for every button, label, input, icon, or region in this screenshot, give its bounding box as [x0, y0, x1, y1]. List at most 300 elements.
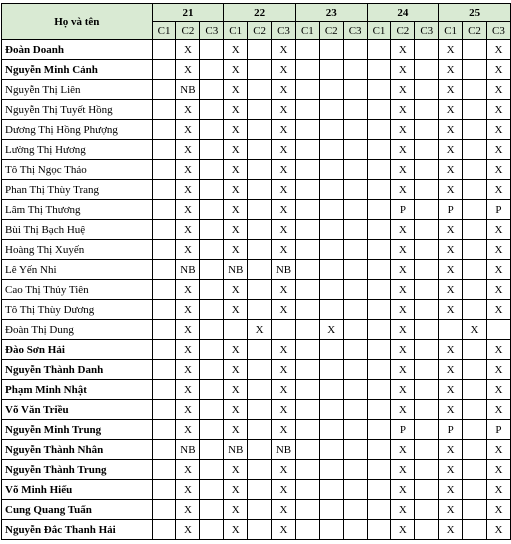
shift-mark-cell [343, 260, 367, 280]
shift-mark-cell [367, 400, 391, 420]
shift-mark-cell: X [391, 400, 415, 420]
shift-mark-cell [248, 160, 272, 180]
shift-mark-cell: X [176, 240, 200, 260]
shift-mark-cell [415, 120, 439, 140]
shift-mark-cell [463, 360, 487, 380]
shift-mark-cell [319, 100, 343, 120]
shift-mark-cell [295, 380, 319, 400]
shift-mark-cell: P [391, 200, 415, 220]
shift-mark-cell [463, 480, 487, 500]
shift-mark-cell: X [439, 500, 463, 520]
shift-mark-cell: X [272, 120, 296, 140]
shift-mark-cell: X [486, 520, 510, 540]
shift-mark-cell [200, 480, 224, 500]
shift-mark-cell [295, 160, 319, 180]
shift-mark-cell: X [391, 40, 415, 60]
shift-header-c1: C1 [439, 22, 463, 40]
shift-mark-cell: X [176, 100, 200, 120]
shift-mark-cell [152, 400, 176, 420]
employee-name: Bùi Thị Bạch Huệ [2, 220, 153, 240]
shift-header-c3: C3 [486, 22, 510, 40]
shift-mark-cell: P [391, 420, 415, 440]
shift-mark-cell: X [224, 280, 248, 300]
table-row [2, 500, 511, 520]
employee-name: Nguyễn Thành Nhân [2, 440, 153, 460]
shift-mark-cell: NB [272, 440, 296, 460]
shift-mark-cell: X [486, 240, 510, 260]
shift-mark-cell: X [391, 320, 415, 340]
employee-name: Lâm Thị Thương [2, 200, 153, 220]
shift-mark-cell [248, 400, 272, 420]
shift-mark-cell [295, 220, 319, 240]
shift-mark-cell: X [486, 440, 510, 460]
shift-mark-cell: X [224, 140, 248, 160]
shift-mark-cell [343, 240, 367, 260]
shift-mark-cell [463, 100, 487, 120]
table-row [2, 400, 511, 420]
shift-mark-cell [463, 120, 487, 140]
shift-mark-cell: X [486, 40, 510, 60]
shift-mark-cell: X [439, 180, 463, 200]
shift-mark-cell [295, 40, 319, 60]
shift-mark-cell [319, 420, 343, 440]
table-row [2, 40, 511, 60]
shift-mark-cell: X [176, 380, 200, 400]
shift-mark-cell: X [391, 500, 415, 520]
shift-mark-cell: X [486, 380, 510, 400]
shift-mark-cell [319, 220, 343, 240]
shift-mark-cell: X [391, 120, 415, 140]
shift-mark-cell [415, 300, 439, 320]
shift-mark-cell [200, 120, 224, 140]
shift-header-c1: C1 [295, 22, 319, 40]
shift-mark-cell [295, 400, 319, 420]
shift-mark-cell: X [272, 160, 296, 180]
shift-mark-cell: X [272, 60, 296, 80]
shift-mark-cell: X [272, 520, 296, 540]
shift-mark-cell [200, 460, 224, 480]
shift-mark-cell [463, 280, 487, 300]
shift-mark-cell [463, 160, 487, 180]
shift-mark-cell: X [224, 200, 248, 220]
shift-mark-cell [200, 140, 224, 160]
shift-mark-cell [200, 180, 224, 200]
shift-mark-cell: P [439, 420, 463, 440]
employee-name: Nguyễn Thị Liên [2, 80, 153, 100]
shift-mark-cell [367, 80, 391, 100]
table-row [2, 240, 511, 260]
table-row [2, 440, 511, 460]
table-body [2, 40, 511, 540]
shift-mark-cell: X [224, 40, 248, 60]
shift-mark-cell: X [486, 140, 510, 160]
shift-mark-cell: X [486, 260, 510, 280]
shift-mark-cell [343, 140, 367, 160]
shift-mark-cell [248, 340, 272, 360]
shift-mark-cell [200, 500, 224, 520]
shift-mark-cell [463, 40, 487, 60]
shift-mark-cell [343, 500, 367, 520]
shift-mark-cell: X [391, 180, 415, 200]
shift-mark-cell: X [439, 300, 463, 320]
shift-mark-cell [367, 440, 391, 460]
shift-mark-cell: X [319, 320, 343, 340]
shift-mark-cell: X [391, 280, 415, 300]
shift-header-c2: C2 [319, 22, 343, 40]
shift-mark-cell [367, 40, 391, 60]
employee-name: Đào Sơn Hải [2, 340, 153, 360]
shift-mark-cell: X [272, 280, 296, 300]
shift-mark-cell [200, 360, 224, 380]
shift-mark-cell: X [224, 300, 248, 320]
shift-mark-cell [152, 320, 176, 340]
shift-mark-cell [415, 380, 439, 400]
shift-mark-cell: X [176, 500, 200, 520]
shift-mark-cell: X [176, 400, 200, 420]
shift-mark-cell: X [486, 500, 510, 520]
table-row [2, 220, 511, 240]
shift-mark-cell: X [439, 240, 463, 260]
shift-mark-cell: X [224, 380, 248, 400]
shift-header-c2: C2 [248, 22, 272, 40]
shift-mark-cell [295, 340, 319, 360]
shift-mark-cell [415, 100, 439, 120]
shift-mark-cell: X [391, 140, 415, 160]
shift-mark-cell [152, 520, 176, 540]
shift-mark-cell [367, 280, 391, 300]
shift-mark-cell: X [486, 100, 510, 120]
shift-mark-cell [343, 100, 367, 120]
shift-mark-cell: X [224, 120, 248, 140]
shift-mark-cell: X [176, 300, 200, 320]
shift-mark-cell: X [176, 180, 200, 200]
shift-mark-cell: X [391, 440, 415, 460]
shift-mark-cell [319, 360, 343, 380]
shift-header-c1: C1 [367, 22, 391, 40]
shift-mark-cell [463, 260, 487, 280]
shift-mark-cell [319, 200, 343, 220]
shift-mark-cell [295, 180, 319, 200]
shift-mark-cell [415, 400, 439, 420]
shift-mark-cell [152, 140, 176, 160]
shift-header-c3: C3 [200, 22, 224, 40]
table-row [2, 340, 511, 360]
shift-mark-cell: NB [224, 260, 248, 280]
shift-mark-cell [463, 460, 487, 480]
shift-mark-cell: X [176, 160, 200, 180]
shift-mark-cell: NB [176, 440, 200, 460]
shift-mark-cell [152, 460, 176, 480]
shift-mark-cell [415, 280, 439, 300]
week-header-25: 25 [439, 4, 511, 22]
shift-mark-cell [295, 120, 319, 140]
shift-mark-cell [415, 60, 439, 80]
shift-mark-cell [415, 440, 439, 460]
employee-name: Võ Văn Triều [2, 400, 153, 420]
shift-mark-cell [319, 400, 343, 420]
shift-mark-cell [200, 260, 224, 280]
employee-name: Lường Thị Hương [2, 140, 153, 160]
shift-mark-cell: X [391, 460, 415, 480]
shift-mark-cell [463, 440, 487, 460]
shift-mark-cell: X [439, 480, 463, 500]
shift-mark-cell [152, 200, 176, 220]
shift-mark-cell [367, 460, 391, 480]
shift-mark-cell: X [439, 40, 463, 60]
employee-name: Võ Minh Hiếu [2, 480, 153, 500]
shift-mark-cell: X [272, 420, 296, 440]
shift-mark-cell [200, 440, 224, 460]
employee-name: Cao Thị Thủy Tiên [2, 280, 153, 300]
shift-mark-cell [463, 380, 487, 400]
shift-mark-cell [295, 360, 319, 380]
shift-mark-cell [295, 500, 319, 520]
shift-header-c1: C1 [224, 22, 248, 40]
employee-name: Nguyễn Thành Danh [2, 360, 153, 380]
shift-mark-cell [248, 120, 272, 140]
shift-mark-cell: X [224, 180, 248, 200]
shift-mark-cell [295, 60, 319, 80]
shift-mark-cell: X [439, 460, 463, 480]
shift-mark-cell [415, 140, 439, 160]
shift-mark-cell: X [439, 120, 463, 140]
shift-mark-cell [152, 340, 176, 360]
shift-mark-cell [343, 180, 367, 200]
shift-mark-cell [248, 440, 272, 460]
table-row [2, 320, 511, 340]
shift-mark-cell: X [248, 320, 272, 340]
shift-mark-cell: X [439, 280, 463, 300]
shift-mark-cell [248, 520, 272, 540]
shift-mark-cell [463, 400, 487, 420]
shift-mark-cell [319, 180, 343, 200]
shift-mark-cell [463, 500, 487, 520]
shift-mark-cell: X [224, 480, 248, 500]
shift-mark-cell [367, 300, 391, 320]
shift-mark-cell [224, 320, 248, 340]
shift-mark-cell: X [391, 260, 415, 280]
shift-mark-cell [152, 280, 176, 300]
shift-mark-cell [415, 200, 439, 220]
shift-mark-cell [152, 480, 176, 500]
shift-mark-cell [152, 120, 176, 140]
table-row [2, 460, 511, 480]
shift-mark-cell [295, 320, 319, 340]
table-row [2, 280, 511, 300]
shift-mark-cell [463, 520, 487, 540]
shift-mark-cell: X [439, 360, 463, 380]
shift-mark-cell: X [224, 520, 248, 540]
shift-mark-cell: X [439, 380, 463, 400]
shift-mark-cell [343, 460, 367, 480]
shift-mark-cell [367, 120, 391, 140]
shift-mark-cell [295, 240, 319, 260]
shift-mark-cell [152, 160, 176, 180]
table-row [2, 480, 511, 500]
shift-mark-cell: X [391, 480, 415, 500]
shift-mark-cell [152, 380, 176, 400]
shift-mark-cell [248, 300, 272, 320]
shift-mark-cell: X [391, 360, 415, 380]
shift-mark-cell: X [391, 220, 415, 240]
shift-mark-cell: X [176, 320, 200, 340]
shift-mark-cell: X [439, 260, 463, 280]
shift-mark-cell [319, 380, 343, 400]
shift-mark-cell: X [486, 60, 510, 80]
shift-mark-cell [367, 320, 391, 340]
shift-mark-cell [248, 80, 272, 100]
shift-mark-cell [367, 220, 391, 240]
shift-mark-cell: X [176, 140, 200, 160]
shift-schedule-table [1, 3, 511, 540]
shift-mark-cell [367, 340, 391, 360]
shift-mark-cell [295, 260, 319, 280]
shift-mark-cell [248, 240, 272, 260]
employee-name: Nguyễn Minh Trung [2, 420, 153, 440]
employee-name: Nguyễn Đắc Thanh Hải [2, 520, 153, 540]
shift-mark-cell [152, 220, 176, 240]
shift-mark-cell [343, 340, 367, 360]
shift-mark-cell [295, 140, 319, 160]
employee-name: Nguyễn Thành Trung [2, 460, 153, 480]
shift-mark-cell: X [176, 460, 200, 480]
shift-mark-cell: X [391, 60, 415, 80]
shift-mark-cell [319, 260, 343, 280]
shift-mark-cell [343, 280, 367, 300]
shift-mark-cell: X [439, 80, 463, 100]
shift-mark-cell [343, 80, 367, 100]
table-row [2, 80, 511, 100]
shift-header-c3: C3 [272, 22, 296, 40]
shift-mark-cell [319, 60, 343, 80]
shift-header-c2: C2 [463, 22, 487, 40]
shift-mark-cell: X [224, 160, 248, 180]
shift-mark-cell [152, 40, 176, 60]
shift-mark-cell: X [272, 80, 296, 100]
shift-mark-cell [367, 520, 391, 540]
employee-name: Phan Thị Thùy Trang [2, 180, 153, 200]
shift-mark-cell: NB [224, 440, 248, 460]
shift-mark-cell [248, 220, 272, 240]
shift-header-c1: C1 [152, 22, 176, 40]
shift-mark-cell [367, 140, 391, 160]
shift-mark-cell [152, 60, 176, 80]
shift-mark-cell [343, 120, 367, 140]
shift-mark-cell: X [176, 520, 200, 540]
week-header-row [2, 4, 511, 22]
shift-mark-cell [367, 360, 391, 380]
shift-mark-cell [248, 100, 272, 120]
shift-mark-cell: X [486, 300, 510, 320]
shift-mark-cell [415, 80, 439, 100]
shift-mark-cell: X [439, 340, 463, 360]
shift-mark-cell: X [272, 360, 296, 380]
shift-mark-cell [152, 500, 176, 520]
shift-mark-cell: X [176, 420, 200, 440]
shift-mark-cell: X [176, 120, 200, 140]
shift-mark-cell: X [176, 40, 200, 60]
shift-mark-cell [367, 480, 391, 500]
shift-header-c3: C3 [415, 22, 439, 40]
shift-mark-cell [367, 60, 391, 80]
shift-mark-cell: X [224, 500, 248, 520]
table-row [2, 180, 511, 200]
shift-mark-cell [248, 280, 272, 300]
shift-mark-cell [415, 500, 439, 520]
shift-header-c2: C2 [176, 22, 200, 40]
shift-mark-cell [295, 480, 319, 500]
shift-mark-cell: X [224, 360, 248, 380]
shift-header-c2: C2 [391, 22, 415, 40]
shift-mark-cell: X [224, 60, 248, 80]
shift-mark-cell [343, 60, 367, 80]
table-row [2, 360, 511, 380]
shift-mark-cell: X [272, 400, 296, 420]
shift-mark-cell [295, 100, 319, 120]
shift-mark-cell: X [176, 200, 200, 220]
shift-mark-cell [248, 200, 272, 220]
shift-mark-cell [200, 220, 224, 240]
shift-mark-cell: X [272, 480, 296, 500]
shift-mark-cell [367, 180, 391, 200]
shift-mark-cell [248, 460, 272, 480]
shift-mark-cell [319, 280, 343, 300]
shift-mark-cell [248, 420, 272, 440]
shift-mark-cell [367, 200, 391, 220]
shift-mark-cell [200, 200, 224, 220]
shift-mark-cell [248, 500, 272, 520]
shift-mark-cell [319, 240, 343, 260]
shift-mark-cell [367, 420, 391, 440]
shift-mark-cell [319, 300, 343, 320]
shift-mark-cell [415, 460, 439, 480]
shift-mark-cell [152, 80, 176, 100]
employee-name: Hoàng Thị Xuyến [2, 240, 153, 260]
shift-mark-cell [295, 280, 319, 300]
shift-mark-cell [295, 80, 319, 100]
table-row [2, 300, 511, 320]
shift-mark-cell: X [391, 380, 415, 400]
shift-mark-cell [463, 340, 487, 360]
shift-mark-cell [486, 320, 510, 340]
shift-mark-cell [415, 160, 439, 180]
shift-mark-cell [248, 480, 272, 500]
table-row [2, 420, 511, 440]
shift-mark-cell [415, 420, 439, 440]
shift-mark-cell [439, 320, 463, 340]
shift-mark-cell: X [272, 220, 296, 240]
shift-mark-cell [319, 140, 343, 160]
shift-mark-cell: X [224, 340, 248, 360]
table-row [2, 100, 511, 120]
shift-mark-cell: X [486, 80, 510, 100]
shift-mark-cell [415, 240, 439, 260]
shift-mark-cell [152, 360, 176, 380]
shift-mark-cell: X [272, 140, 296, 160]
shift-mark-cell [319, 480, 343, 500]
shift-mark-cell [415, 340, 439, 360]
shift-mark-cell: X [486, 460, 510, 480]
table-row [2, 380, 511, 400]
shift-mark-cell [248, 260, 272, 280]
shift-mark-cell [200, 280, 224, 300]
shift-mark-cell [463, 240, 487, 260]
shift-mark-cell [463, 180, 487, 200]
shift-mark-cell [343, 480, 367, 500]
shift-mark-cell: P [486, 200, 510, 220]
employee-name: Tô Thị Thùy Dương [2, 300, 153, 320]
shift-mark-cell: X [391, 520, 415, 540]
